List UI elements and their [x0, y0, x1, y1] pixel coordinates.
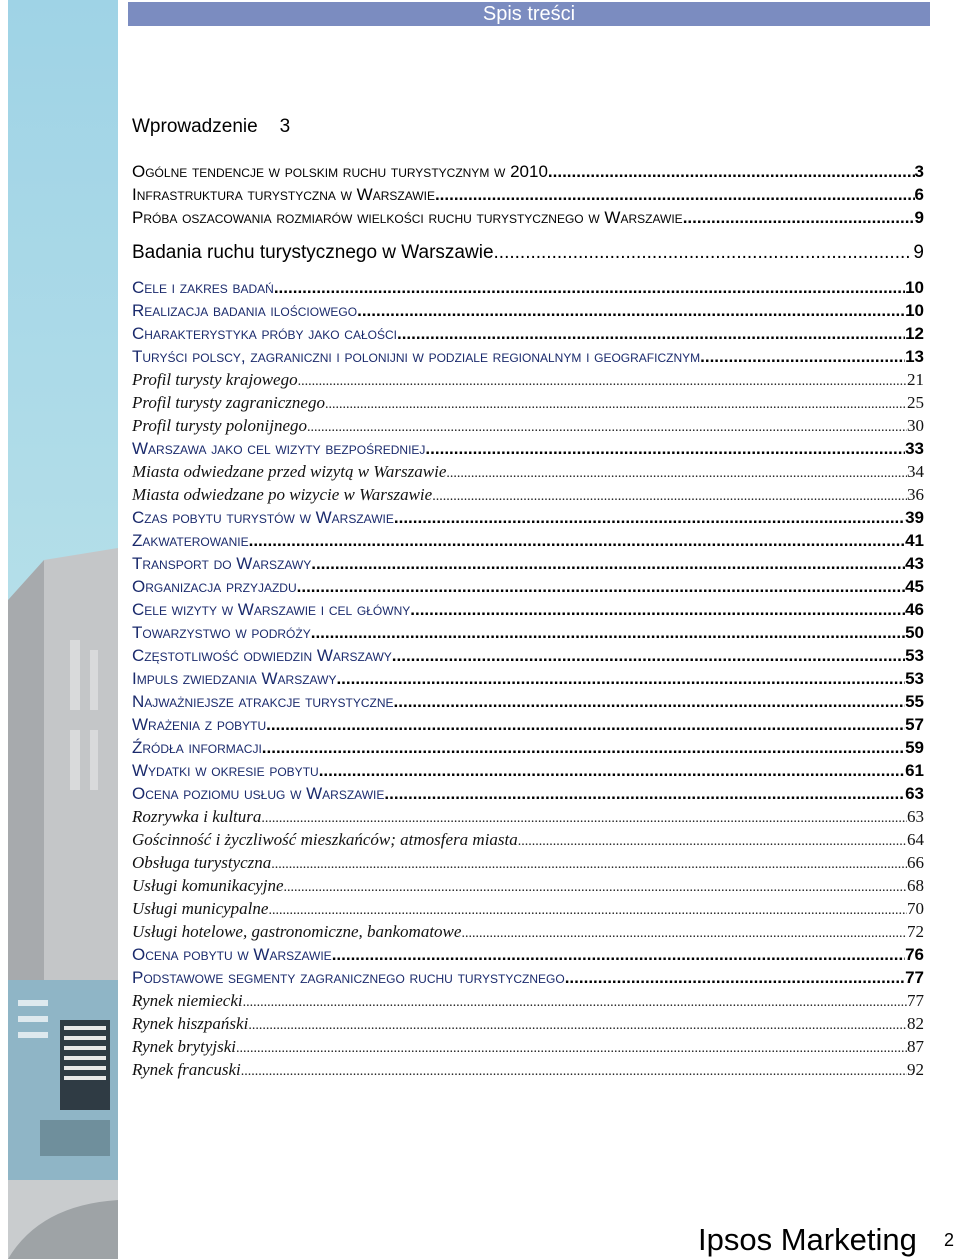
toc-leader-dots [683, 206, 915, 229]
toc-entry-title: Towarzystwo w podróży [132, 623, 311, 642]
toc-entry-title: Rynek hiszpański [132, 1014, 249, 1033]
toc-entry-title: Źródła informacji [132, 738, 262, 757]
toc-entry-title: Wprowadzenie [132, 116, 258, 137]
toc-entry[interactable] [132, 1035, 924, 1058]
toc-leader-dots [262, 736, 905, 759]
toc-leader-dots [261, 807, 907, 830]
toc-leader-dots [700, 345, 905, 368]
toc-leader-dots [266, 713, 905, 736]
footer-brand: Ipsos Marketing [698, 1222, 917, 1257]
toc-entry-page: 76 [905, 945, 924, 964]
toc-entry-page: 9 [914, 208, 924, 227]
table-of-contents [132, 114, 924, 1081]
toc-entry-title: Transport do Warszawy [132, 554, 312, 573]
toc-leader-dots [311, 621, 905, 644]
toc-entry-page: 10 [905, 278, 924, 297]
toc-leader-dots [307, 416, 907, 439]
toc-entry-page: 10 [905, 301, 924, 320]
toc-entry[interactable] [132, 782, 924, 805]
toc-entry-title: Zakwaterowanie [132, 531, 249, 550]
toc-leader-dots [332, 943, 905, 966]
toc-leader-dots [243, 991, 907, 1014]
toc-entry-title: Próba oszacowania rozmiarów wielkości ruchu turystycznego w Warszawie [132, 208, 683, 227]
toc-header-bar [128, 2, 930, 26]
toc-entry[interactable] [132, 828, 924, 851]
toc-entry-page: 72 [907, 922, 924, 941]
toc-entry[interactable] [132, 736, 924, 759]
toc-leader-dots [565, 966, 905, 989]
toc-entry-title: Podstawowe segmenty zagranicznego ruchu turystycznego [132, 968, 565, 987]
toc-entry-page: 77 [905, 968, 924, 987]
toc-entry[interactable] [132, 414, 924, 437]
toc-entry-title: Warszawa jako cel wizyty bezpośredniej [132, 439, 426, 458]
toc-entry-page: 66 [907, 853, 924, 872]
toc-entry[interactable] [132, 276, 924, 299]
toc-entry[interactable] [132, 598, 924, 621]
toc-entry[interactable] [132, 644, 924, 667]
toc-entry-page: 21 [907, 370, 924, 389]
toc-leader-dots [392, 644, 905, 667]
toc-entry-title: Profil turysty krajowego [132, 370, 298, 389]
toc-leader-dots [236, 1037, 907, 1060]
toc-heading: Spis treści [482, 3, 576, 25]
toc-entry[interactable] [132, 1058, 924, 1081]
toc-entry-title: Badania ruchu turystycznego w Warszawie [132, 242, 494, 263]
toc-entry-title: Cele i zakres badań [132, 278, 274, 297]
toc-entry-page: 55 [905, 692, 924, 711]
toc-entry-title: Miasta odwiedzane przed wizytą w Warszawie [132, 462, 447, 481]
toc-leader-dots [336, 667, 905, 690]
toc-leader-dots [325, 393, 907, 416]
toc-entry-title: Rozrywka i kultura [132, 807, 262, 826]
toc-entry[interactable] [132, 322, 924, 345]
toc-entry-title: Ocena poziomu usług w Warszawie [132, 784, 385, 803]
toc-entry[interactable] [132, 759, 924, 782]
toc-entry[interactable] [132, 621, 924, 644]
toc-entry-title: Rynek niemiecki [132, 991, 243, 1010]
toc-entry-page: 34 [907, 462, 924, 481]
toc-leader-dots [518, 830, 907, 853]
toc-entry[interactable] [132, 506, 924, 529]
toc-leader-dots [319, 759, 905, 782]
toc-entry-page: 63 [905, 784, 924, 803]
toc-entry-page: 33 [905, 439, 924, 458]
toc-leader-dots [274, 276, 905, 299]
toc-entry-page: 87 [907, 1037, 924, 1056]
toc-entry-title: Impuls zwiedzania Warszawy [132, 669, 337, 688]
toc-entry[interactable] [132, 667, 924, 690]
toc-entry[interactable] [132, 851, 924, 874]
toc-entry-title: Częstotliwość odwiedzin Warszawy [132, 646, 392, 665]
toc-leader-dots [446, 462, 907, 485]
toc-entry-page: 53 [905, 646, 924, 665]
toc-entry-title: Ogólne tendencje w polskim ruchu turystycznym w 2010 [132, 162, 548, 181]
footer-page-number: 2 [944, 1230, 955, 1250]
toc-leader-dots [284, 876, 907, 899]
toc-group [132, 276, 924, 1081]
toc-entry[interactable] [132, 183, 924, 206]
toc-entry-page: 3 [914, 162, 924, 181]
toc-entry[interactable] [132, 345, 924, 368]
toc-entry-page: 9 [913, 242, 924, 263]
toc-entry[interactable] [132, 160, 924, 183]
toc-entry[interactable] [132, 575, 924, 598]
toc-leader-dots [397, 322, 905, 345]
toc-leader-dots [241, 1060, 907, 1083]
toc-entry-title: Cele wizyty w Warszawie i cel główny [132, 600, 411, 619]
toc-entry[interactable] [132, 391, 924, 414]
toc-entry[interactable] [132, 989, 924, 1012]
toc-entry-page: 57 [905, 715, 924, 734]
toc-entry[interactable] [132, 920, 924, 943]
toc-entry-page: 70 [907, 899, 924, 918]
toc-entry-title: Infrastruktura turystyczna w Warszawie [132, 185, 435, 204]
toc-entry-page: 12 [905, 324, 924, 343]
toc-entry-title: Usługi municypalne [132, 899, 269, 918]
toc-entry-page: 46 [905, 600, 924, 619]
toc-entry-title: Rynek brytyjski [132, 1037, 237, 1056]
toc-entry-page: 30 [907, 416, 924, 435]
toc-entry-page: 36 [907, 485, 924, 504]
toc-entry[interactable] [132, 805, 924, 828]
toc-leader-dots [410, 598, 905, 621]
toc-entry[interactable] [132, 460, 924, 483]
toc-entry-title: Turyści polscy, zagraniczni i polonijni w podziale regionalnym i geograficznym [132, 347, 701, 366]
toc-entry-title: Najważniejsze atrakcje turystyczne [132, 692, 394, 711]
toc-entry[interactable] [132, 966, 924, 989]
toc-entry-page: 13 [905, 347, 924, 366]
toc-leader-dots [298, 370, 907, 393]
toc-entry-title: Usługi hotelowe, gastronomiczne, bankomatowe [132, 922, 462, 941]
toc-entry-page: 43 [905, 554, 924, 573]
toc-entry[interactable] [132, 529, 924, 552]
toc-entry[interactable] [132, 897, 924, 920]
toc-entry-page: 59 [905, 738, 924, 757]
toc-entry-title: Profil turysty zagranicznego [132, 393, 325, 412]
toc-leader-dots [357, 299, 905, 322]
toc-entry-page: 63 [907, 807, 924, 826]
toc-leader-dots [249, 529, 905, 552]
toc-entry-page: 39 [905, 508, 924, 527]
toc-entry[interactable] [132, 368, 924, 391]
toc-entry-intro[interactable] [132, 114, 924, 140]
toc-entry-page: 77 [907, 991, 924, 1010]
toc-leader-dots [311, 552, 905, 575]
toc-leader-dots [271, 853, 907, 876]
toc-leader-dots [394, 690, 906, 713]
toc-entry-title: Wrażenia z pobytu [132, 715, 267, 734]
toc-entry-title: Organizacja przyjazdu [132, 577, 297, 596]
toc-entry[interactable] [132, 206, 924, 229]
toc-entry-title: Obsługa turystyczna [132, 853, 272, 872]
toc-entry-page: 45 [905, 577, 924, 596]
toc-entry-page: 92 [907, 1060, 924, 1079]
toc-entry[interactable] [132, 437, 924, 460]
toc-leader-dots [494, 240, 910, 265]
toc-entry-page: 64 [907, 830, 924, 849]
toc-entry-title: Miasta odwiedzane po wizycie w Warszawie [132, 485, 433, 504]
toc-entry-title: Profil turysty polonijnego [132, 416, 308, 435]
toc-leader-dots [435, 183, 915, 206]
toc-entry-page: 53 [905, 669, 924, 688]
toc-entry-page: 25 [907, 393, 924, 412]
toc-entry-section[interactable] [132, 240, 924, 265]
toc-entry-title: Usługi komunikacyjne [132, 876, 284, 895]
toc-entry[interactable] [132, 943, 924, 966]
toc-entry[interactable] [132, 690, 924, 713]
toc-leader-dots [432, 485, 907, 508]
toc-entry[interactable] [132, 483, 924, 506]
toc-leader-dots [548, 160, 915, 183]
toc-entry-page: 68 [907, 876, 924, 895]
toc-leader-dots [268, 899, 907, 922]
toc-entry-title: Realizacja badania ilościowego [132, 301, 358, 320]
toc-entry-page: 82 [907, 1014, 924, 1033]
toc-entry-title: Rynek francuski [132, 1060, 241, 1079]
toc-entry[interactable] [132, 874, 924, 897]
toc-entry-title: Wydatki w okresie pobytu [132, 761, 319, 780]
toc-leader-dots [297, 575, 905, 598]
toc-leader-dots [394, 506, 905, 529]
toc-entry-title: Czas pobytu turystów w Warszawie [132, 508, 394, 527]
toc-entry[interactable] [132, 713, 924, 736]
toc-entry-page: 3 [279, 116, 291, 137]
toc-leader-dots [384, 782, 905, 805]
city-illustration [0, 0, 118, 1259]
toc-entry[interactable] [132, 299, 924, 322]
toc-entry-page: 50 [905, 623, 924, 642]
toc-entry-title: Ocena pobytu w Warszawie [132, 945, 332, 964]
toc-leader-dots [461, 922, 907, 945]
toc-entry[interactable] [132, 1012, 924, 1035]
toc-leader-dots [425, 437, 905, 460]
toc-entry-title: Charakterystyka próby jako całości [132, 324, 397, 343]
toc-leader-dots [248, 1014, 907, 1037]
toc-entry-page: 6 [914, 185, 924, 204]
toc-entry-page: 41 [905, 531, 924, 550]
toc-entry[interactable] [132, 552, 924, 575]
toc-entry-page: 61 [905, 761, 924, 780]
toc-entry-title: Gościnność i życzliwość mieszkańców; atmosfera miasta [132, 830, 518, 849]
